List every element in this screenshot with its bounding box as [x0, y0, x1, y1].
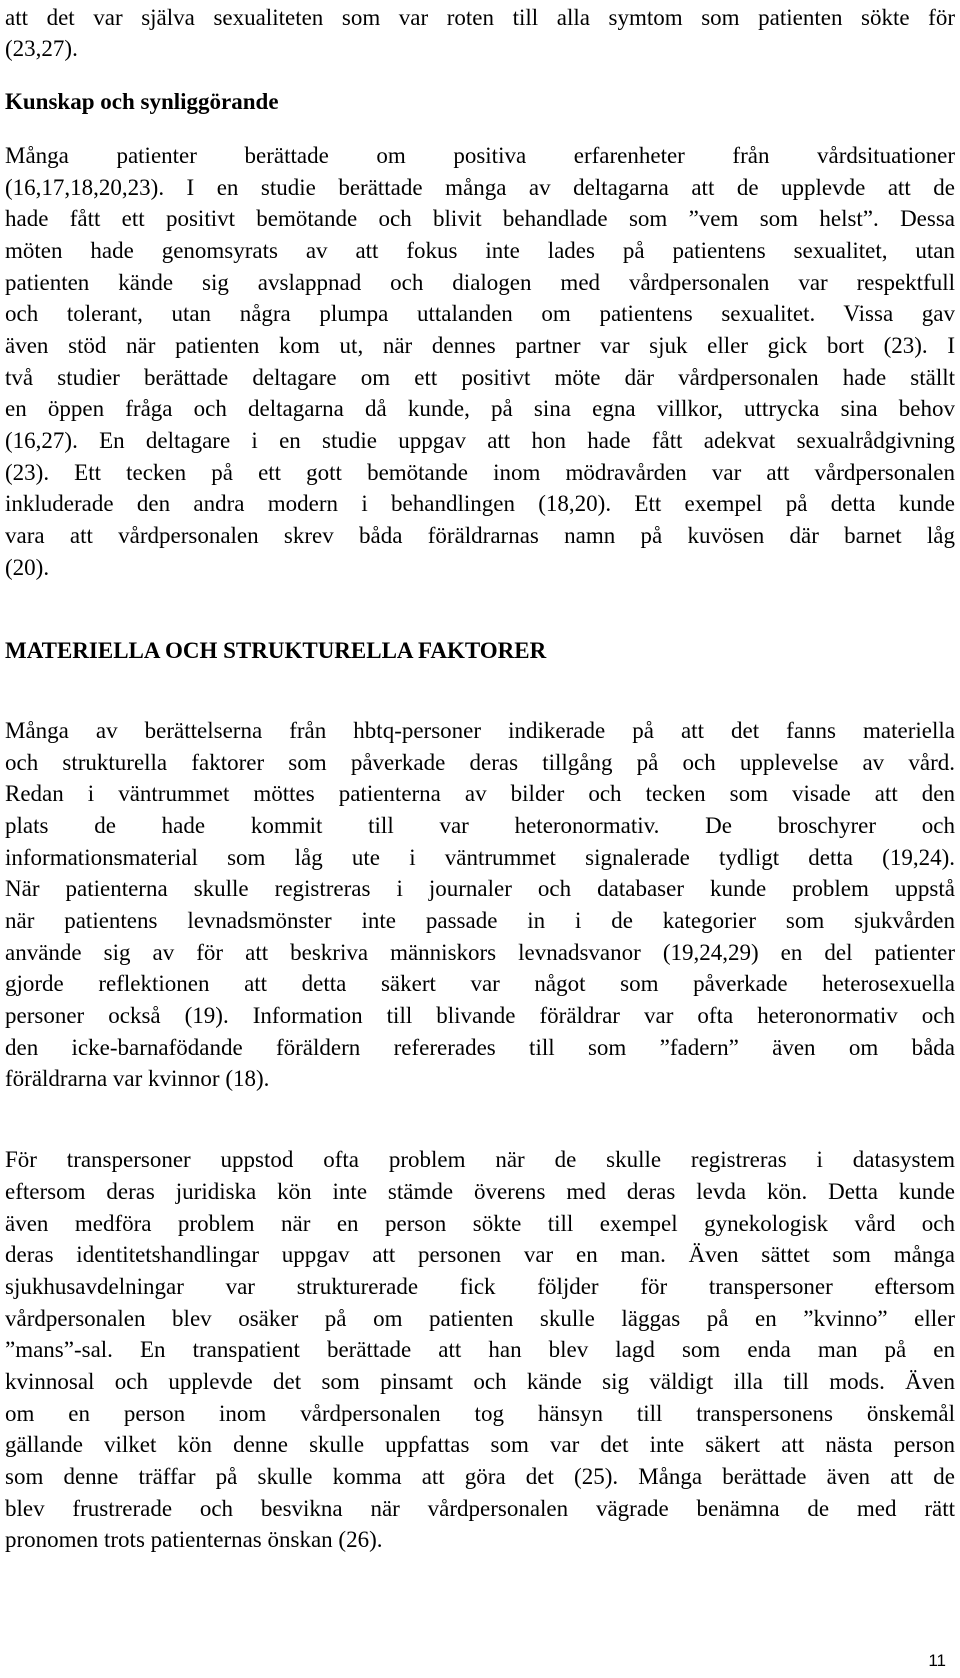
- text-line: gällande vilket kön denne skulle uppfattas som var det inte säkert att nästa person: [5, 1432, 955, 1457]
- text-line: och tolerant, utan några plumpa uttalanden om patientens sexualitet. Vissa gav: [5, 301, 955, 326]
- text-line: (20).: [5, 555, 50, 580]
- text-line: När patienterna skulle registreras i journaler och databaser kunde problem uppstå: [5, 876, 955, 901]
- text-line: och strukturella faktorer som påverkade deras tillgång på och upplevelse av vård.: [5, 750, 955, 775]
- text-line: även stöd när patienten kom ut, när dennes partner var sjuk eller gick bort (23). I: [5, 333, 955, 358]
- text-line: Många av berättelserna från hbtq-personer indikerade på att det fanns materiella: [5, 718, 955, 743]
- text-line: informationsmaterial som låg ute i väntrummet signalerade tydligt detta (19,24).: [5, 845, 955, 870]
- text-line: Många patienter berättade om positiva erfarenheter från vårdsituationer: [5, 143, 955, 168]
- text-line: gjorde reflektionen att detta säkert var något som påverkade heterosexuella: [5, 971, 955, 996]
- text-line: pronomen trots patienternas önskan (26).: [5, 1527, 383, 1552]
- page-number: 11: [928, 1651, 946, 1670]
- text-line: personer också (19). Information till blivande föräldrar var ofta heteronormativ och: [5, 1003, 955, 1028]
- text-line: om en person inom vårdpersonalen tog hänsyn till transpersonens önskemål: [5, 1401, 955, 1426]
- text-line: (23,27).: [5, 36, 78, 61]
- text-line: att det var själva sexualiteten som var roten till alla symtom som patienten sökte för: [5, 5, 955, 30]
- text-line: deras identitetshandlingar uppgav att personen var en man. Även sättet som många: [5, 1242, 955, 1267]
- text-line: två studier berättade deltagare om ett positivt möte där vårdpersonalen hade ställt: [5, 365, 955, 390]
- text-line: hade fått ett positivt bemötande och blivit behandlade som ”vem som helst”. Dessa: [5, 206, 955, 231]
- text-line: patienten kände sig avslappnad och dialogen med vårdpersonalen var respektfull: [5, 270, 955, 295]
- text-line: föräldrarna var kvinnor (18).: [5, 1066, 270, 1091]
- text-line: Redan i väntrummet möttes patienterna av bilder och tecken som visade att den: [5, 781, 955, 806]
- text-line: när patientens levnadsmönster inte passade in i de kategorier som sjukvården: [5, 908, 955, 933]
- chapter-heading: MATERIELLA OCH STRUKTURELLA FAKTORER: [5, 638, 547, 663]
- text-line: även medföra problem när en person sökte till exempel gynekologisk vård och: [5, 1211, 955, 1236]
- text-line: (16,27). En deltagare i en studie uppgav att hon hade fått adekvat sexualrådgivning: [5, 428, 955, 453]
- text-line: eftersom deras juridiska kön inte stämde överens med deras levda kön. Detta kunde: [5, 1179, 955, 1204]
- text-line: vara att vårdpersonalen skrev båda föräldrarnas namn på kuvösen där barnet låg: [5, 523, 955, 548]
- text-line: sjukhusavdelningar var strukturerade fick följder för transpersoner eftersom: [5, 1274, 955, 1299]
- text-line: vårdpersonalen blev osäker på om patienten skulle läggas på en ”kvinno” eller: [5, 1306, 955, 1331]
- text-line: blev frustrerade och besvikna när vårdpersonalen vägrade benämna de med rätt: [5, 1496, 955, 1521]
- text-line: ”mans”-sal. En transpatient berättade att han blev lagd som enda man på en: [5, 1337, 955, 1362]
- text-line: För transpersoner uppstod ofta problem när de skulle registreras i datasystem: [5, 1147, 955, 1172]
- text-line: inkluderade den andra modern i behandlingen (18,20). Ett exempel på detta kunde: [5, 491, 955, 516]
- text-line: (23). Ett tecken på ett gott bemötande inom mödravården var att vårdpersonalen: [5, 460, 955, 485]
- text-line: en öppen fråga och deltagarna då kunde, på sina egna villkor, uttrycka sina behov: [5, 396, 955, 421]
- text-line: den icke-barnafödande föräldern refererades till som ”fadern” även om båda: [5, 1035, 955, 1060]
- text-line: möten hade genomsyrats av att fokus inte lades på patientens sexualitet, utan: [5, 238, 955, 263]
- section-heading: Kunskap och synliggörande: [5, 89, 279, 114]
- text-line: kvinnosal och upplevde det som pinsamt och kände sig väldigt illa till mods. Även: [5, 1369, 955, 1394]
- text-line: plats de hade kommit till var heteronormativ. De broschyrer och: [5, 813, 955, 838]
- text-line: använde sig av för att beskriva människors levnadsvanor (19,24,29) en del patienter: [5, 940, 955, 965]
- text-line: som denne träffar på skulle komma att göra det (25). Många berättade även att de: [5, 1464, 955, 1489]
- text-line: (16,17,18,20,23). I en studie berättade många av deltagarna att de upplevde att de: [5, 175, 955, 200]
